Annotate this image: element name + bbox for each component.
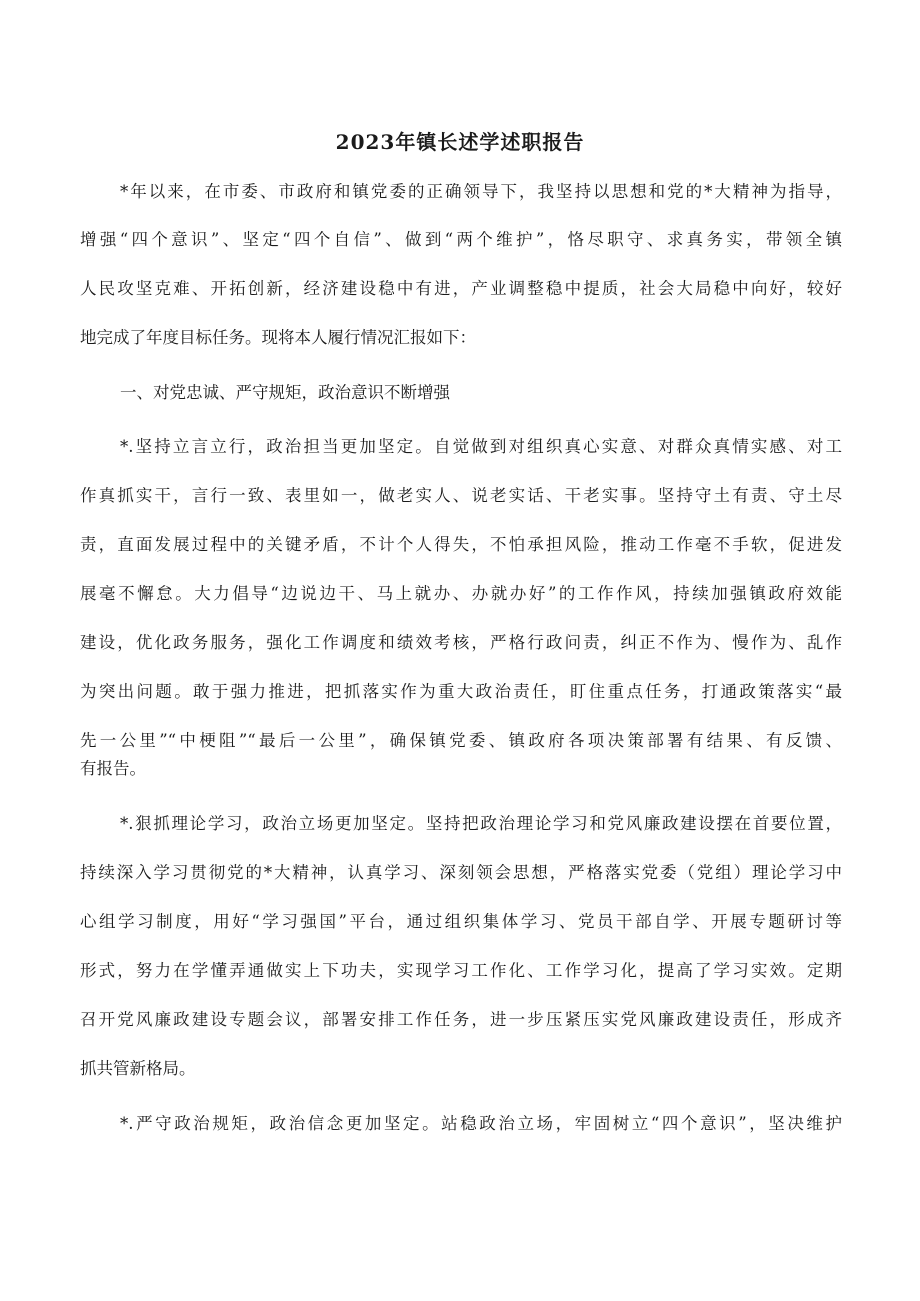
text-line: 责，直面发展过程中的关键矛盾，不计个人得失，不怕承担风险，推动工作毫不手软，促进发 (80, 535, 842, 554)
text-line: 召开党风廉政建设专题会议，部署安排工作任务，进一步压紧压实党风廉政建设责任，形成齐 (80, 1010, 842, 1029)
text-line: 有报告。 (80, 759, 146, 778)
text-line: *年以来，在市委、市政府和镇党委的正确领导下，我坚持以思想和党的*大精神为指导， (120, 182, 842, 201)
section-heading: 一、对党忠诚、严守规矩，政治意识不断增强 (120, 383, 450, 402)
text-line: 展毫不懈怠。大力倡导“边说边干、马上就办、办就办好”的工作作风，持续加强镇政府效能 (80, 584, 842, 603)
text-line: 人民攻坚克难、开拓创新，经济建设稳中有进，产业调整稳中提质，社会大局稳中向好，较好 (80, 279, 842, 298)
text-line: 抓共管新格局。 (80, 1059, 196, 1078)
text-line: 先一公里”“中梗阻”“最后一公里”，确保镇党委、镇政府各项决策部署有结果、有反馈、 (80, 731, 842, 750)
text-line: 建设，优化政务服务，强化工作调度和绩效考核，严格行政问责，纠正不作为、慢作为、乱作 (80, 633, 842, 652)
text-line: *.狠抓理论学习，政治立场更加坚定。坚持把政治理论学习和党风廉政建设摆在首要位置， (120, 814, 842, 833)
text-line: 持续深入学习贯彻党的*大精神，认真学习、深刻领会思想，严格落实党委（党组）理论学习中 (80, 863, 842, 882)
text-line: 心组学习制度，用好“学习强国”平台，通过组织集体学习、党员干部自学、开展专题研讨等 (80, 912, 842, 931)
document-title: 2023年镇长述学述职报告 (335, 130, 585, 154)
text-line: *.坚持立言立行，政治担当更加坚定。自觉做到对组织真心实意、对群众真情实感、对工 (120, 437, 842, 456)
text-line: 地完成了年度目标任务。现将本人履行情况汇报如下： (80, 328, 476, 347)
text-line: 为突出问题。敢于强力推进，把抓落实作为重大政治责任，盯住重点任务，打通政策落实“最 (80, 682, 842, 701)
text-line: 作真抓实干，言行一致、表里如一，做老实人、说老实话、干老实事。坚持守土有责、守土尽 (80, 486, 842, 505)
text-line: 形式，努力在学懂弄通做实上下功夫，实现学习工作化、工作学习化，提高了学习实效。定期 (80, 961, 842, 980)
text-line: 增强“四个意识”、坚定“四个自信”、做到“两个维护”，恪尽职守、求真务实，带领全镇 (80, 230, 842, 249)
text-line: *.严守政治规矩，政治信念更加坚定。站稳政治立场，牢固树立“四个意识”，坚决维护 (120, 1114, 842, 1133)
